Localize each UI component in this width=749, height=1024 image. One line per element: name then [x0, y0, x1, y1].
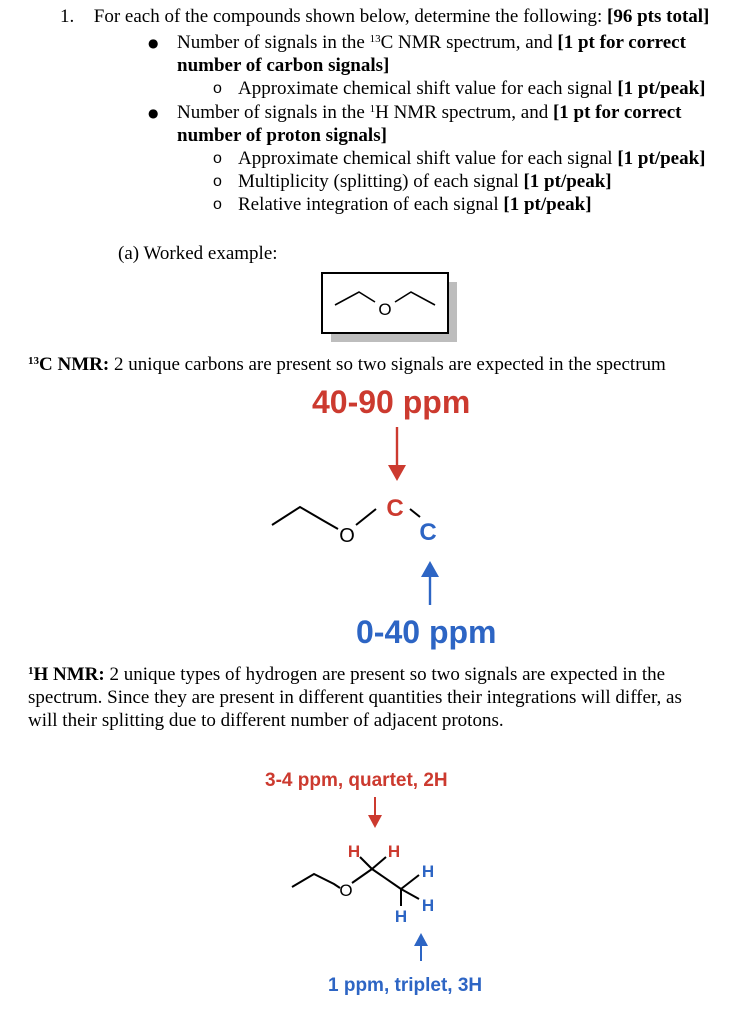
bond [401, 889, 419, 899]
arrow-head-down-icon [368, 815, 382, 828]
c13-label-red: 40-90 ppm [312, 384, 471, 420]
bullet-2-line-1 [177, 102, 682, 124]
sub-points: [1 pt/peak] [523, 171, 612, 192]
molecule-box [321, 272, 449, 334]
bond [395, 292, 435, 305]
sub-text: Multiplicity (splitting) of each signal [238, 171, 524, 192]
bond [352, 869, 372, 883]
diethyl-ether-structure [323, 274, 447, 332]
bond [372, 857, 386, 869]
bullet-1-sub-1 [238, 78, 706, 100]
hydrogen-atom-blue: H [394, 907, 408, 926]
bullet-2-points: [1 pt for correct [552, 102, 682, 123]
h1-label-blue: 1 ppm, triplet, 3H [328, 975, 483, 996]
hydrogen-atom-red: H [347, 842, 361, 861]
c13-heading: C NMR: [39, 354, 110, 375]
arrow-head-down-icon [388, 465, 406, 481]
bullet-2-sup: 1 [369, 103, 376, 115]
h1-line-3: will their splitting due to different number of adjacent protons. [28, 710, 504, 731]
oxygen-atom: O [378, 300, 392, 319]
question-points: [96 pts total] [607, 6, 710, 27]
c13-text: 2 unique carbons are present so two signals are expected in the spectrum [109, 354, 666, 375]
hydrogen-atom-blue: H [421, 896, 435, 915]
bullet-2-points-cont: number of proton signals] [177, 125, 387, 146]
sub-points: [1 pt/peak] [617, 148, 706, 169]
bond [335, 292, 375, 305]
bond [410, 509, 420, 517]
sub-text: Approximate chemical shift value for each signal [238, 78, 618, 99]
bullet-1-line-1 [177, 32, 686, 54]
sub-points: [1 pt/peak] [617, 78, 706, 99]
sub-marker: o [213, 173, 222, 190]
bullet-marker: ● [148, 106, 159, 120]
bond [272, 507, 338, 529]
oxygen-atom: O [339, 525, 355, 547]
bond [401, 875, 419, 889]
sub-marker: o [213, 196, 222, 213]
bond [356, 509, 376, 525]
h1-sup: 1 [28, 665, 34, 677]
bullet-2-line-2 [177, 125, 387, 147]
bullet-2-sub-3 [238, 194, 592, 216]
hydrogen-atom-blue: H [421, 862, 435, 881]
bullet-1-points-cont: number of carbon signals] [177, 55, 390, 76]
h1-label-red: 3-4 ppm, quartet, 2H [265, 770, 448, 791]
question-intro: For each of the compounds shown below, determine the following: [93, 6, 607, 27]
bullet-1-text: Number of signals in the [177, 32, 370, 53]
question-number: 1. [60, 6, 75, 27]
bullet-2-sub-1 [238, 148, 706, 170]
c13-label-blue: 0-40 ppm [356, 614, 497, 650]
question-line [60, 6, 709, 28]
worked-example-label: (a) Worked example: [118, 243, 278, 264]
h1-line-2: spectrum. Since they are present in different quantities their integrations will differ, as [28, 687, 682, 708]
carbon-atom-red: C [386, 495, 404, 522]
h1-text: 2 unique types of hydrogen are present so two signals are expected in the [104, 664, 666, 685]
h1-structure [280, 795, 470, 965]
sub-text: Relative integration of each signal [238, 194, 504, 215]
h1-line-1 [28, 664, 665, 686]
bond [372, 869, 401, 889]
sub-points: [1 pt/peak] [503, 194, 592, 215]
bond [292, 874, 340, 888]
bullet-marker: ● [148, 36, 159, 50]
h1-heading: H NMR: [33, 664, 105, 685]
bullet-2-text-post: H NMR spectrum, and [375, 102, 553, 123]
bond [360, 857, 372, 869]
c13-sup: 13 [28, 355, 39, 367]
bullet-1-sup: 13 [369, 33, 381, 45]
sub-text: Approximate chemical shift value for each signal [238, 148, 618, 169]
bullet-1-line-2 [177, 55, 389, 77]
hydrogen-atom-red: H [387, 842, 401, 861]
bullet-2-text: Number of signals in the [177, 102, 370, 123]
bullet-1-text-post: C NMR spectrum, and [380, 32, 558, 53]
sub-marker: o [213, 80, 222, 97]
bullet-2-sub-2 [238, 171, 612, 193]
carbon-atom-blue: C [419, 519, 437, 546]
bullet-1-points: [1 pt for correct [557, 32, 686, 53]
oxygen-atom: O [339, 881, 353, 900]
sub-marker: o [213, 150, 222, 167]
c13-structure [260, 425, 490, 610]
c13-paragraph [28, 354, 666, 376]
